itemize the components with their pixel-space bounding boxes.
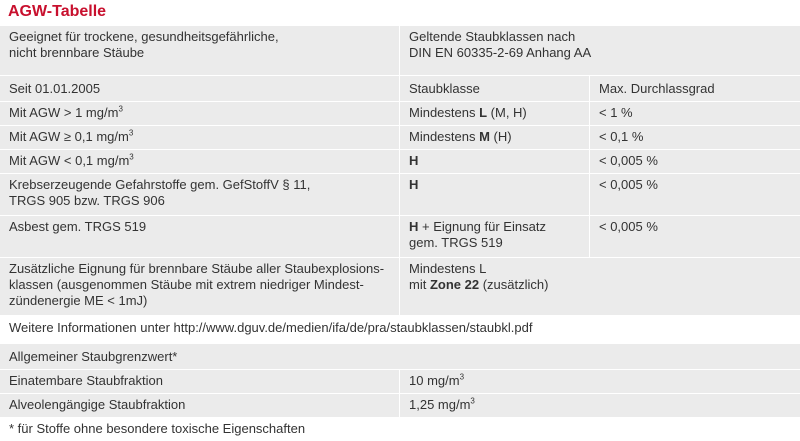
row-rate: < 0,005 %: [599, 153, 658, 168]
row-rate: < 1 %: [599, 105, 633, 120]
table-row: [0, 215, 800, 257]
row-desc: Mit AGW < 0,1 $mg/m^3$: [0, 150, 400, 173]
header-standard: Geltende Staubklassen nach DIN EN 60335-2-69 Anhang AA: [409, 29, 592, 60]
footnote: * für Stoffe ohne besondere toxische Eigenschaften: [0, 417, 800, 437]
table-row: [0, 125, 800, 149]
table-row-explosion: [0, 257, 800, 315]
row-desc: Zusätzliche Eignung für brennbare Stäube aller Staubexplosions- klassen (ausgenommen Stäube mit extrem niedriger Mindest- zündenergie ME < 1mJ): [0, 258, 400, 315]
row-class: Mindestens L (M, H): [400, 102, 590, 125]
dust-limit-heading: [0, 343, 800, 369]
table-header: [0, 25, 800, 75]
row-class: Mindestens L mit Zone 22 (zusätzlich): [409, 261, 549, 292]
row-desc: Mit AGW > 1 $mg/m^3$: [0, 102, 400, 125]
row-rate: < 0,1 %: [599, 129, 644, 144]
info-link-text: Weitere Informationen unter http://www.dguv.de/medien/ifa/de/pra/staubklassen/staubkl.pdf: [0, 315, 800, 343]
dust-value: 1,25 $mg/m^3$: [409, 396, 475, 412]
row-class: H + Eignung für Einsatz gem. TRGS 519: [400, 216, 590, 257]
dust-value: 10 $mg/m^3$: [409, 372, 465, 388]
header-dust-class: Staubklasse: [400, 76, 590, 101]
row-desc: Krebserzeugende Gefahrstoffe gem. GefStoffV § 11, TRGS 905 bzw. TRGS 906: [0, 174, 400, 215]
row-rate: < 0,005 %: [599, 177, 658, 192]
table-row: [0, 393, 800, 417]
header-max-permeability: Max. Durchlassgrad: [599, 81, 715, 96]
header-suitability: Geeignet für trockene, gesundheitsgefährliche, nicht brennbare Stäube: [0, 26, 400, 75]
table-subheader: [0, 75, 800, 101]
dust-label: Alveolengängige Staubfraktion: [0, 394, 400, 417]
dust-heading: Allgemeiner Staubgrenzwert*: [9, 349, 178, 364]
table-row: [0, 173, 800, 215]
row-desc: Asbest gem. TRGS 519: [0, 216, 400, 257]
dust-label: Einatembare Staubfraktion: [0, 370, 400, 393]
agw-table: [0, 25, 800, 437]
table-row: [0, 101, 800, 125]
header-since: Seit 01.01.2005: [0, 76, 400, 101]
row-class: H: [400, 174, 590, 215]
row-desc: Mit AGW ≥ 0,1 $mg/m^3$: [0, 126, 400, 149]
table-row: [0, 369, 800, 393]
row-rate: < 0,005 %: [599, 219, 658, 234]
row-class: Mindestens M (H): [400, 126, 590, 149]
row-class: H: [400, 150, 590, 173]
table-row: [0, 149, 800, 173]
page-title: AGW-Tabelle: [8, 3, 107, 20]
